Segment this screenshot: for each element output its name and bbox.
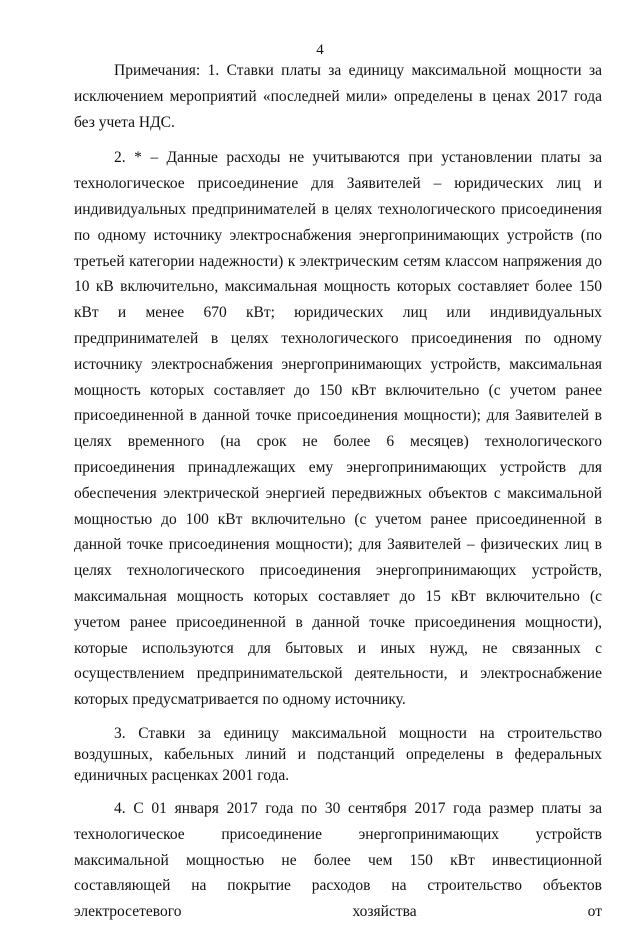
- page-number: 4: [316, 42, 324, 58]
- note-paragraph-4: 4. С 01 января 2017 года по 30 сентября 2017 года размер платы за технологическое присоединение энергопринимающих устройств максимальной мощностью не более чем 150 кВт инвестиционной составляющей на покрытие расходов на строительство объектов электросетевого хозяйства от: [74, 799, 602, 921]
- note-paragraph-3: 3. Ставки за единицу максимальной мощности на строительство воздушных, кабельных линий и подстанций определены в федеральных единичных расценках 2001 года.: [74, 724, 602, 784]
- note-paragraph-1: Примечания: 1. Ставки платы за единицу максимальной мощности за исключением мероприятий «последней мили» определены в ценах 2017 года без учета НДС.: [74, 62, 602, 131]
- document-body: [74, 58, 602, 925]
- note-paragraph-2: 2. * – Данные расходы не учитываются при установлении платы за технологическое присоединение для Заявителей – юридических лиц и индивидуальных предпринимателей в целях технологического присоединения по одному источнику электроснабжения энергопринимающих устройств (по третьей категории надежности) к электрическим сетям классом напряжения до 10 кВ включительно, максимальная мощность которых составляет более 150 кВт и менее 670 кВт; юридических лиц или индивидуальных предпринимателей в целях технологического присоединения по одному источнику электроснабжения энергопринимающих устройств, максимальная мощность которых составляет до 150 кВт включительно (с учетом ранее присоединенной в данной точке присоединения мощности); для Заявителей в целях временного (на срок не более 6 месяцев) технологического присоединения принадлежащих ему энергопринимающих устройств для обеспечения электрической энергией передвижных объектов с максимальной мощностью до 100 кВт включительно (с учетом ранее присоединенной в данной точке присоединения мощности); для Заявителей – физических лиц в целях технологического присоединения энергопринимающих устройств, максимальная мощность которых составляет до 15 кВт включительно (с учетом ранее присоединенной в данной точке присоединения мощности), которые используются для бытовых и иных нужд, не связанных с осуществлением предпринимательской деятельности, и электроснабжение которых предусматривается по одному источнику.: [74, 149, 602, 709]
